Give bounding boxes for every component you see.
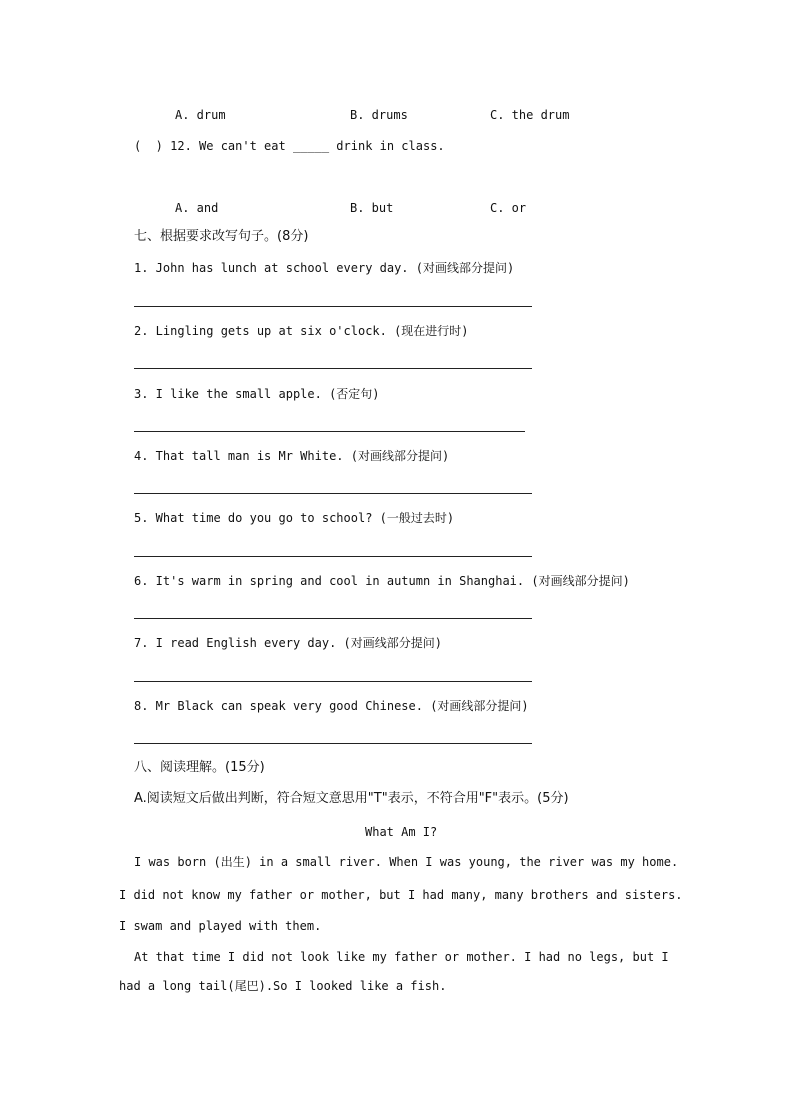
section7-item-8: 8. Mr Black can speak very good Chinese. (对画线部分提问) — [134, 699, 529, 713]
passage-title: What Am I? — [365, 825, 438, 839]
passage-line-2: I did not know my father or mother, but I had many, many brothers and sisters. — [119, 888, 683, 902]
section7-heading: 七、根据要求改写句子。(8分) — [134, 229, 309, 244]
answer-line-6 — [134, 618, 532, 619]
answer-line-7 — [134, 681, 532, 682]
passage-line-4: At that time I did not look like my father or mother. I had no legs, but I — [134, 950, 669, 964]
passage-line-5: had a long tail(尾巴).So I looked like a fish. — [119, 979, 447, 993]
answer-line-5 — [134, 556, 532, 557]
answer-line-4 — [134, 493, 532, 494]
section8-heading: 八、阅读理解。(15分) — [134, 760, 265, 775]
section7-item-7: 7. I read English every day. (对画线部分提问) — [134, 636, 442, 650]
q12-option-a: A. and — [175, 201, 219, 215]
section7-item-6: 6. It's warm in spring and cool in autumn in Shanghai. (对画线部分提问) — [134, 574, 630, 588]
section7-item-4: 4. That tall man is Mr White. (对画线部分提问) — [134, 449, 450, 463]
passage-line-1: I was born (出生) in a small river. When I was young, the river was my home. — [134, 855, 679, 869]
section7-item-2: 2. Lingling gets up at six o'clock. (现在进行时) — [134, 324, 469, 338]
q12-option-c: C. or — [490, 201, 527, 215]
answer-line-3 — [134, 431, 525, 432]
q11-option-a: A. drum — [175, 108, 226, 122]
section7-item-1: 1. John has lunch at school every day. (对画线部分提问) — [134, 261, 515, 275]
q11-option-c: C. the drum — [490, 108, 570, 122]
passage-line-3: I swam and played with them. — [119, 919, 322, 933]
answer-line-1 — [134, 306, 532, 307]
section8-part-a-instructions: A.阅读短文后做出判断，符合短文意思用"T"表示，不符合用"F"表示。(5分) — [134, 791, 569, 806]
answer-line-8 — [134, 743, 532, 744]
q12-option-b: B. but — [350, 201, 394, 215]
section7-item-5: 5. What time do you go to school? (一般过去时) — [134, 511, 455, 525]
section7-item-3: 3. I like the small apple. (否定句) — [134, 387, 380, 401]
q11-option-b: B. drums — [350, 108, 408, 122]
q12-stem: ( ) 12. We can't eat _____ drink in class. — [134, 139, 445, 153]
answer-line-2 — [134, 368, 532, 369]
